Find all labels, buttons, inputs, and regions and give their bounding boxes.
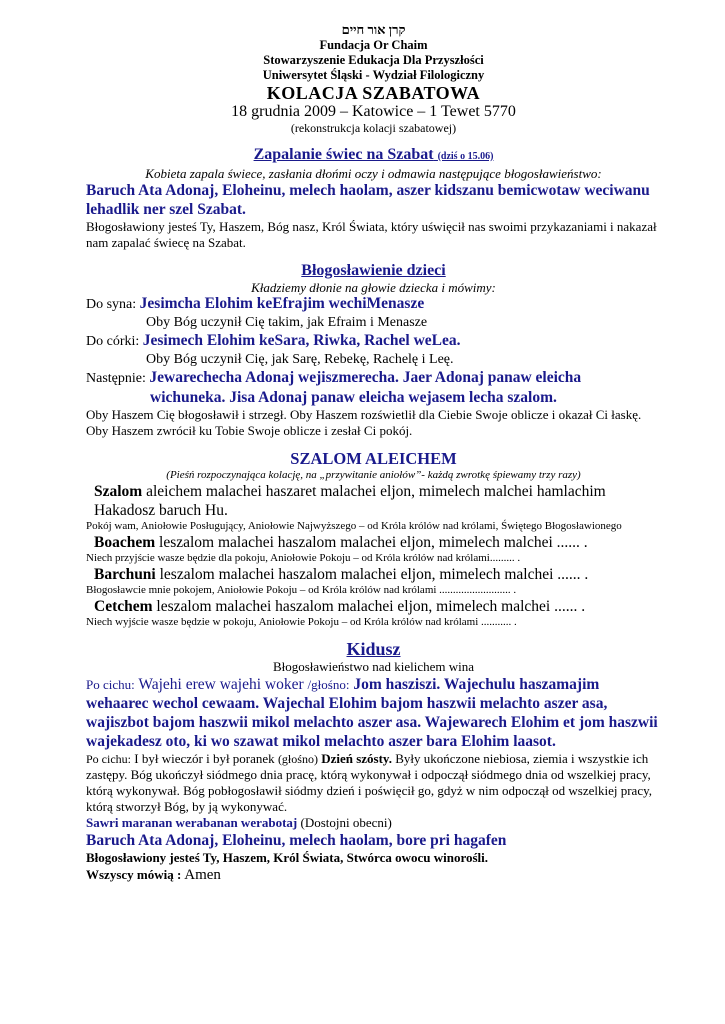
kidusz-tr-quiet-text: I był wieczór i był poranek <box>131 751 278 766</box>
wine-blessing: Baruch Ata Adonaj, Eloheinu, melech haolam, bore pri hagafen <box>86 832 507 849</box>
sawri-row <box>86 815 661 831</box>
candles-translation: Błogosławiony jesteś Ty, Haszem, Bóg nasz, Król Świata, który uświęcił nas swoimi przykazaniami i nakazał nam zapalać świecę na Szabat. <box>86 219 657 250</box>
kidusz-quiet-text: Wajehi erew wajehi woker <box>134 676 308 693</box>
kidusz-loud-text: Jom hasziszi. Wajechulu haszamajim wehaarec wechol cewaam. Wajechal Elohim bajom haszwii melachto aszer asa, wajiszbot bajom haszwii mikol melachto aszer asa. Wajewarech Elohim et jom haszwii wajekadesz oto, ki wo szawat mikol melachto aszer bara Elohim laasot. <box>86 676 658 750</box>
university-name: Uniwersytet Śląski - Wydział Filologiczny <box>262 68 485 82</box>
szalom-verse-1-keyword: Szalom <box>94 483 143 500</box>
kidusz-tr-quiet-label: Po cichu: <box>86 752 131 766</box>
page-subtitle: (rekonstrukcja kolacji szabatowej) <box>290 121 457 135</box>
szalom-verse-3-keyword: Barchuni <box>94 566 156 583</box>
szalom-verse-2-keyword: Boachem <box>94 534 156 551</box>
kidusz-subtitle: Błogosławieństwo nad kielichem wina <box>272 659 475 674</box>
association-name: Stowarzyszenie Edukacja Dla Przyszłości <box>263 53 484 67</box>
daughter-label: Do córki: <box>86 334 140 349</box>
all-say-label: Wszyscy mówią : <box>86 867 182 882</box>
kidusz-translation <box>86 751 661 815</box>
szalom-verse-4-translation: Niech wyjście wasze będzie w pokoju, Aniołowie Pokoju – od Króla królów nad królami ........... . <box>86 616 517 628</box>
son-blessing: Jesimcha Elohim keEfrajim wechiMenasze <box>139 295 425 312</box>
szalom-intro: (Pieśń rozpoczynająca kolację, na „przywitanie aniołów”- każdą zwrotkę śpiewamy trzy razy) <box>166 469 581 481</box>
foundation-name: Fundacja Or Chaim <box>319 38 428 52</box>
page-title: KOLACJA SZABATOWA <box>266 83 481 103</box>
candles-time-note: (dziś o 15.06) <box>437 151 494 162</box>
szalom-verse-1 <box>86 482 661 520</box>
kidusz-tr-bold: Dzień szósty. <box>317 751 392 766</box>
children-intro: Kładziemy dłonie na głowie dziecka i mówimy: <box>251 280 496 295</box>
son-translation: Oby Bóg uczynił Cię takim, jak Efraim i Menasze <box>146 315 428 330</box>
candles-title: Zapalanie świec na Szabat <box>253 146 434 163</box>
next-label: Następnie: <box>86 371 146 386</box>
kidusz-tr-rest: Były ukończone niebiosa, ziemia i wszystkie ich zastępy. Bóg ukończył siódmego dnia pracę, którą wykonywał i odpoczął siódmego dnia od wszelkiej pracy, którą wykonywał. Bóg pobłogosławił siódmy dzień i poświęcił go, gdyż w nim odpoczął od wszelkiej pracy, którą stworzył Bóg, by ją wykonywać. <box>86 751 652 814</box>
szalom-verse-1-text: aleichem malachei haszaret malachei eljon, mimelech malchei hamlachim Hakadosz baruch Hu. <box>94 483 606 519</box>
szalom-verse-4-keyword: Cetchem <box>94 598 153 615</box>
candles-intro: Kobieta zapala świece, zasłania dłońmi oczy i odmawia następujące błogosławieństwo: <box>145 166 602 181</box>
kidusz-quiet-label: Po cichu: <box>86 677 135 692</box>
szalom-verse-3-text: leszalom malachei haszalom malachei eljon, mimelech malchei ...... . <box>155 566 589 583</box>
szalom-verse-2-text: leszalom malachei haszalom malachei eljon, mimelech malchei ...... . <box>155 534 588 551</box>
daughter-blessing-row <box>86 332 661 351</box>
szalom-verse-3-translation: Błogosławcie mnie pokojem, Aniołowie Pokoju – od Króla królów nad królami .......................... . <box>86 584 517 596</box>
sawri-translation: (Dostojni obecni) <box>297 815 392 830</box>
szalom-verse-3 <box>86 565 661 584</box>
amen-text: Amen <box>181 867 221 883</box>
document-page <box>86 22 661 885</box>
kidusz-text <box>86 675 661 751</box>
daughter-blessing: Jesimech Elohim keSara, Riwka, Rachel weLea. <box>142 332 461 349</box>
szalom-verse-4-text: leszalom malachei haszalom malachei eljon, mimelech malchei ...... . <box>152 598 586 615</box>
wine-translation: Błogosławiony jesteś Ty, Haszem, Król Świata, Stwórca owocu winorośli. <box>86 850 489 865</box>
candles-heading <box>86 145 661 166</box>
next-translation: Oby Haszem Cię błogosławił i strzegł. Oby Haszem rozświetlił dla Ciebie Swoje oblicze i okazał Ci łaskę. Oby Haszem zwrócił ku Tobie Swoje oblicze i zesłał Ci pokój. <box>86 407 642 438</box>
kidusz-tr-loud-label: (głośno) <box>277 752 318 766</box>
kidusz-loud-label: /głośno: <box>307 677 350 692</box>
son-label: Do syna: <box>86 297 137 312</box>
next-blessing-line2: wichuneka. Jisa Adonaj panaw eleicha wejasem lecha szalom. <box>150 389 557 406</box>
next-blessing-line1: Jewarechecha Adonaj wejiszmerecha. Jaer Adonaj panaw eleicha <box>149 369 582 386</box>
szalom-verse-4 <box>86 597 661 616</box>
children-heading: Błogosławienie dzieci <box>301 262 446 279</box>
son-blessing-row <box>86 295 661 314</box>
kidusz-heading: Kidusz <box>346 639 401 659</box>
hebrew-header: קרן אור חיים <box>341 22 406 37</box>
szalom-verse-2 <box>86 533 661 552</box>
next-blessing-row <box>86 369 661 388</box>
sawri-text: Sawri maranan werabanan werabotaj <box>86 815 298 830</box>
szalom-verse-2-translation: Niech przyjście wasze będzie dla pokoju, Aniołowie Pokoju – od Króla królów nad królami......... . <box>86 552 521 564</box>
event-date: 18 grudnia 2009 – Katowice – 1 Tewet 5770 <box>231 103 516 120</box>
szalom-heading: SZALOM ALEICHEM <box>290 449 457 468</box>
daughter-translation: Oby Bóg uczynił Cię, jak Sarę, Rebekę, Rachelę i Leę. <box>146 352 454 367</box>
amen-row <box>86 866 661 885</box>
candles-blessing: Baruch Ata Adonaj, Eloheinu, melech haolam, aszer kidszanu bemicwotaw weciwanu lehadlik ner szel Szabat. <box>86 182 650 218</box>
szalom-verse-1-translation: Pokój wam, Aniołowie Posługujący, Aniołowie Najwyższego – od Króla królów nad królami, Świętego Błogosławionego <box>86 520 622 532</box>
